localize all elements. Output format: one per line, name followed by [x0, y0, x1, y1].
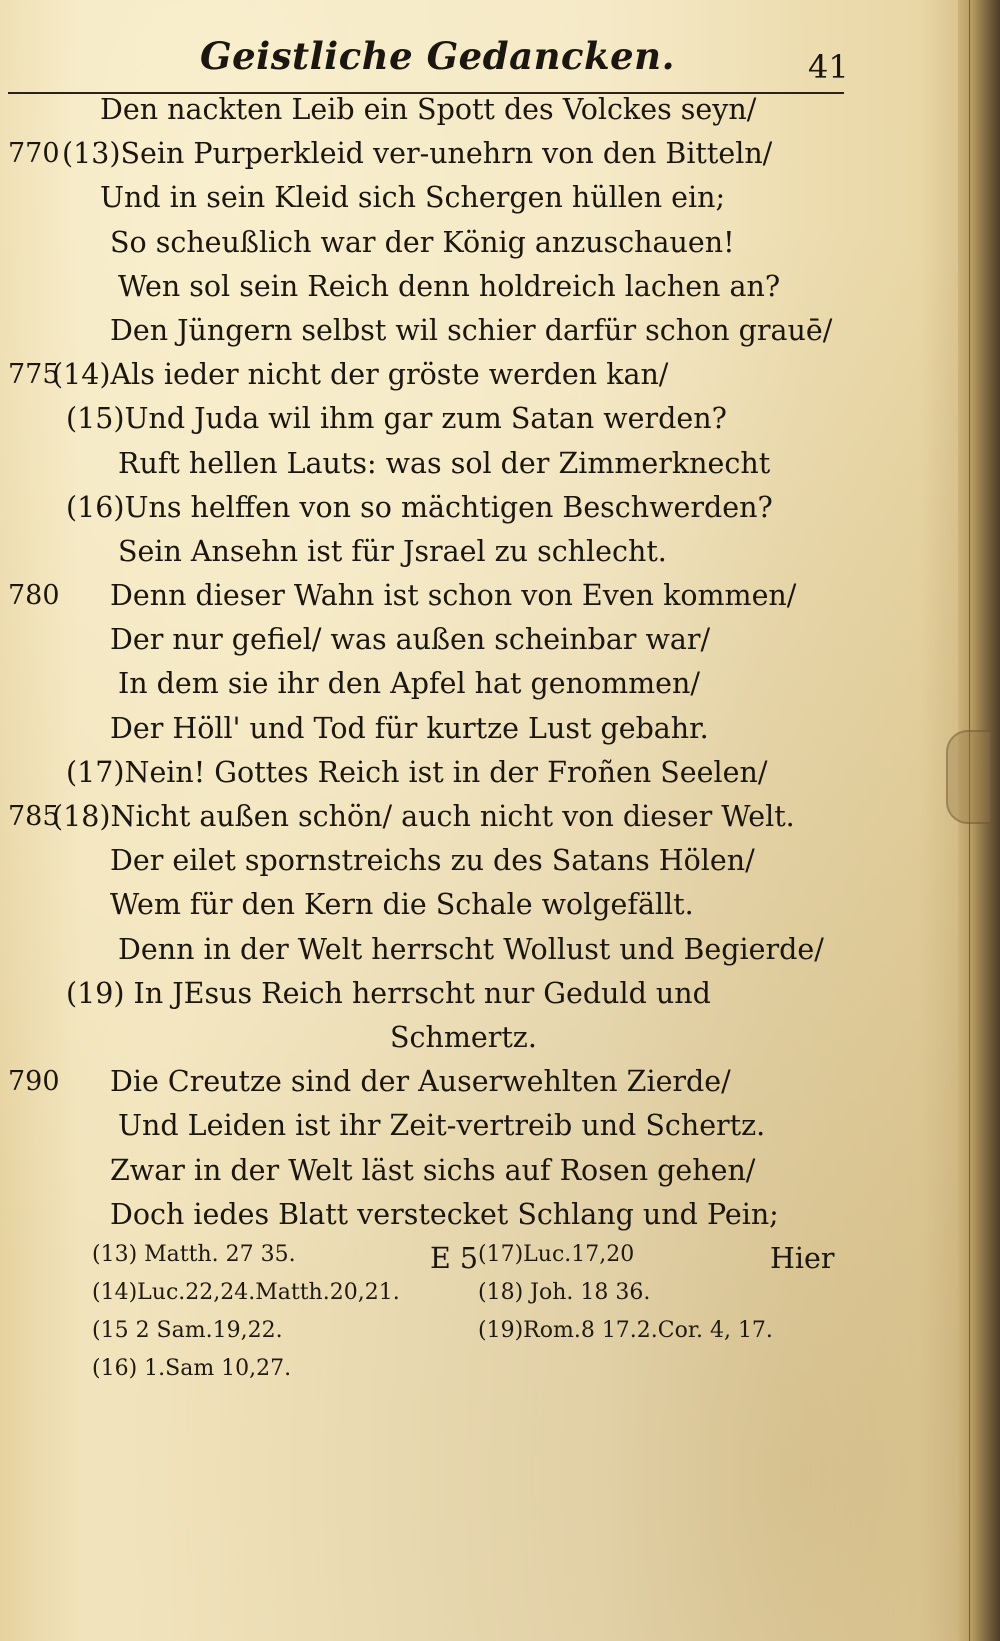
- verse-line: [0, 88, 900, 132]
- verse-text: Schmertz.: [390, 1020, 537, 1054]
- verse-text: Den Jüngern selbst wil schier darfür schon grauē/: [110, 313, 833, 347]
- line-number: 785: [8, 801, 60, 832]
- footnote: (14)Luc.22,24.Matth.20,21.: [92, 1280, 400, 1305]
- verse-text: (14)Als ieder nicht der gröste werden kan/: [52, 358, 669, 392]
- verse-text: Ruft hellen Lauts: was sol der Zimmerknecht: [118, 446, 771, 480]
- running-head: Geistliche Gedancken.: [200, 34, 675, 78]
- line-number: 790: [8, 1066, 60, 1098]
- verse-text: (18)Nicht außen schön/ auch nicht von dieser Welt.: [52, 800, 795, 833]
- verse-text: Wen sol sein Reich denn holdreich lachen an?: [118, 269, 781, 303]
- verse-text: Doch iedes Blatt verstecket Schlang und Pein;: [110, 1197, 779, 1231]
- footnotes-right-column: [478, 1236, 773, 1350]
- page-number: 41: [808, 48, 849, 86]
- verse-text: In dem sie ihr den Apfel hat genommen/: [118, 667, 700, 701]
- verse-line: [0, 751, 900, 795]
- verse-text: (16)Uns helffen von so mächtigen Beschwerden?: [66, 490, 773, 524]
- verse-text: Der Höll' und Tod für kurtze Lust gebahr.: [110, 711, 709, 745]
- verse-line: [0, 132, 900, 176]
- verse-text: Zwar in der Welt läst sichs auf Rosen gehen/: [110, 1153, 756, 1187]
- verse-line: [0, 1060, 900, 1104]
- verse-line: [0, 707, 900, 751]
- verse-text: Die Creutze sind der Auserwehlten Zierde/: [110, 1065, 731, 1099]
- verse-text: Denn in der Welt herrscht Wollust und Begierde/: [118, 932, 824, 966]
- verse-text: Der nur gefiel/ was außen scheinbar war/: [110, 623, 711, 657]
- verse-text: (13)Sein Purperkleid ver-unehrn von den Bitteln/: [62, 137, 773, 171]
- verse-line: [0, 442, 900, 486]
- verse-line: [0, 1104, 900, 1148]
- footnote: (19)Rom.8 17.2.Cor. 4, 17.: [478, 1318, 773, 1343]
- verse-text: Und in sein Kleid sich Schergen hüllen ein;: [100, 181, 726, 215]
- verse-text: Und Leiden ist ihr Zeit-vertreib und Schertz.: [118, 1109, 766, 1143]
- verse-line: [0, 486, 900, 530]
- verse-line: [0, 574, 900, 618]
- catchword: Hier: [770, 1241, 835, 1275]
- verse-line: [0, 397, 900, 441]
- line-number: 775: [8, 359, 60, 391]
- verse-line: [0, 176, 900, 220]
- verse-lines: [0, 88, 900, 1281]
- verse-line: [0, 265, 900, 309]
- verse-line: [0, 353, 900, 397]
- verse-line: [0, 972, 900, 1016]
- verse-line: [0, 1149, 900, 1193]
- line-number: 780: [8, 580, 60, 612]
- footnote: (17)Luc.17,20: [478, 1242, 635, 1267]
- verse-text: Der eilet spornstreichs zu des Satans Hölen/: [110, 844, 755, 878]
- footnote: (15 2 Sam.19,22.: [92, 1318, 283, 1343]
- verse-line: [0, 883, 900, 927]
- verse-text: Denn dieser Wahn ist schon von Even kommen/: [110, 579, 797, 613]
- verse-line: [0, 221, 900, 265]
- verse-text: (17)Nein! Gottes Reich ist in der Froñen Seelen/: [66, 755, 768, 789]
- footnote: (16) 1.Sam 10,27.: [92, 1356, 292, 1381]
- verse-line: [0, 530, 900, 574]
- verse-text: So scheußlich war der König anzuschauen!: [110, 225, 735, 259]
- verse-line: [0, 309, 900, 353]
- verse-line: [0, 618, 900, 662]
- verse-line: [0, 795, 900, 839]
- verse-line: [0, 839, 900, 883]
- verse-text: E 5: [430, 1241, 478, 1275]
- footnotes-left-column: [92, 1236, 400, 1388]
- verse-line: [0, 1193, 900, 1237]
- footnote: (13) Matth. 27 35.: [92, 1242, 296, 1267]
- footnote: (18) Joh. 18 36.: [478, 1280, 651, 1305]
- verse-text: Den nackten Leib ein Spott des Volckes seyn/: [100, 93, 757, 126]
- verse-line: [0, 662, 900, 706]
- verse-text: Wem für den Kern die Schale wolgefällt.: [110, 888, 694, 922]
- verse-line: [0, 1016, 900, 1060]
- line-number: 770: [8, 138, 60, 170]
- verse-text: (15)Und Juda wil ihm gar zum Satan werden?: [66, 402, 727, 436]
- verse-text: (19) In JEsus Reich herrscht nur Geduld und: [66, 976, 711, 1010]
- verse-text: Sein Ansehn ist für Jsrael zu schlecht.: [118, 534, 667, 568]
- verse-line: [0, 928, 900, 972]
